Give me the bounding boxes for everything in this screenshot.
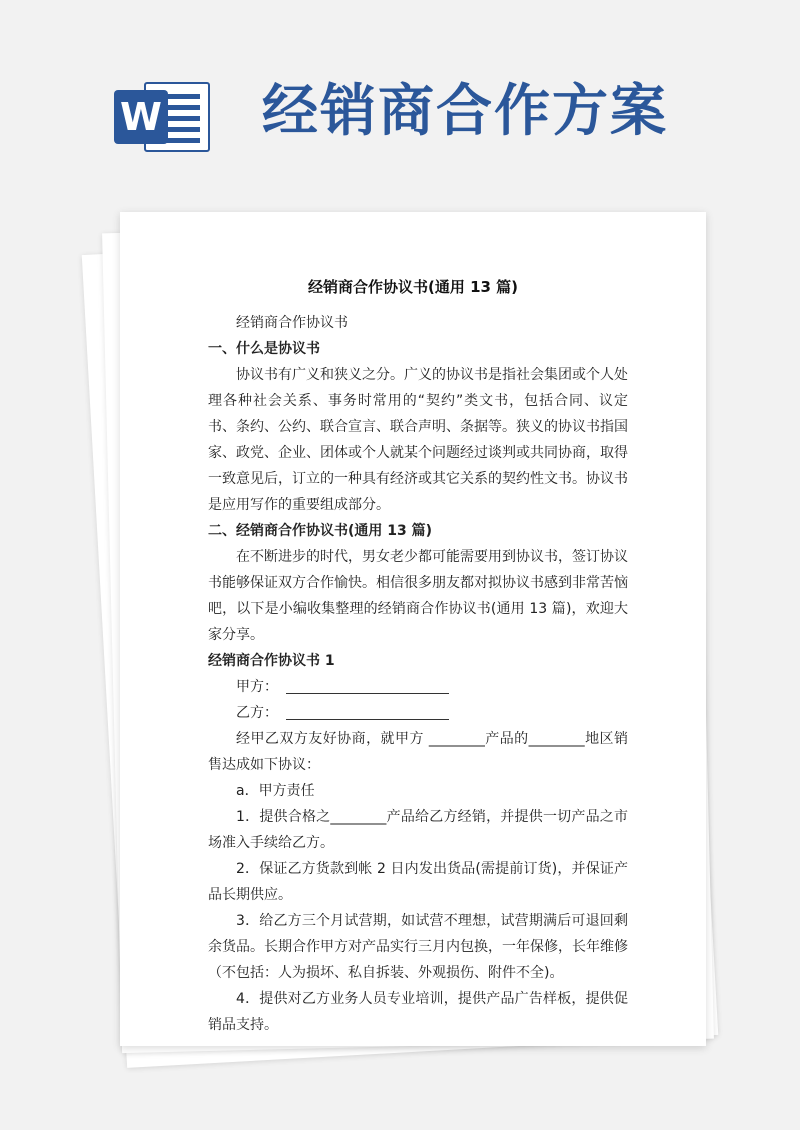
document-body (208, 310, 628, 1038)
party-b-field (286, 703, 449, 720)
paragraph: 在不断进步的时代，男女老少都可能需要用到协议书，签订协议书能够保证双方合作愉快。相信很多朋友都对拟协议书感到非常苦恼吧，以下是小编收集整理的经销商合作协议书(通用 13 篇)，欢迎大家分享。 (208, 549, 628, 643)
agreement-heading: 经销商合作协议书 1 (208, 653, 335, 669)
paragraph: 经甲乙双方友好协商，就甲方 ________产品的________地区销售达成如下协议： (208, 731, 628, 773)
document-title: 经销商合作协议书(通用 13 篇) (307, 278, 519, 296)
list-item: 2．保证乙方货款到帐 2 日内发出货品(需提前订货)，并保证产品长期供应。 (208, 861, 628, 903)
word-badge: W (114, 90, 168, 144)
clause-heading: a．甲方责任 (236, 783, 315, 799)
party-a-row (208, 674, 628, 700)
section-heading: 一、什么是协议书 (208, 341, 320, 357)
paragraph: 协议书有广义和狭义之分。广义的协议书是指社会集团或个人处理各种社会关系、事务时常用的“契约”类文书，包括合同、议定书、条约、公约、联合宣言、联合声明、条据等。狭义的协议书指国家、政党、企业、团体或个人就某个问题经过谈判或共同协商，取得一致意见后，订立的一种具有经济或其它关系的契约性文书。协议书是应用写作的重要组成部分。 (208, 367, 628, 513)
list-item: 3．给乙方三个月试营期，如试营不理想，试营期满后可退回剩余货品。长期合作甲方对产品实行三月内包换，一年保修，长年维修（不包括：人为损坏、私自拆装、外观损伤、附件不全)。 (208, 913, 628, 981)
section-heading: 二、经销商合作协议书(通用 13 篇) (208, 523, 433, 539)
list-item: 1．提供合格之________产品给乙方经销，并提供一切产品之市场准入手续给乙方。 (208, 809, 628, 851)
party-b-row (208, 700, 628, 726)
party-a-label: 甲方： (236, 679, 278, 695)
document-subtitle: 经销商合作协议书 (236, 315, 348, 331)
list-item: 4．提供对乙方业务人员专业培训，提供产品广告样板，提供促销品支持。 (208, 991, 628, 1033)
party-a-field (286, 677, 449, 694)
party-b-label: 乙方： (236, 705, 278, 721)
document-page (120, 212, 706, 1046)
word-icon (114, 78, 214, 154)
banner-title: 经销商合作方案 (262, 79, 668, 144)
